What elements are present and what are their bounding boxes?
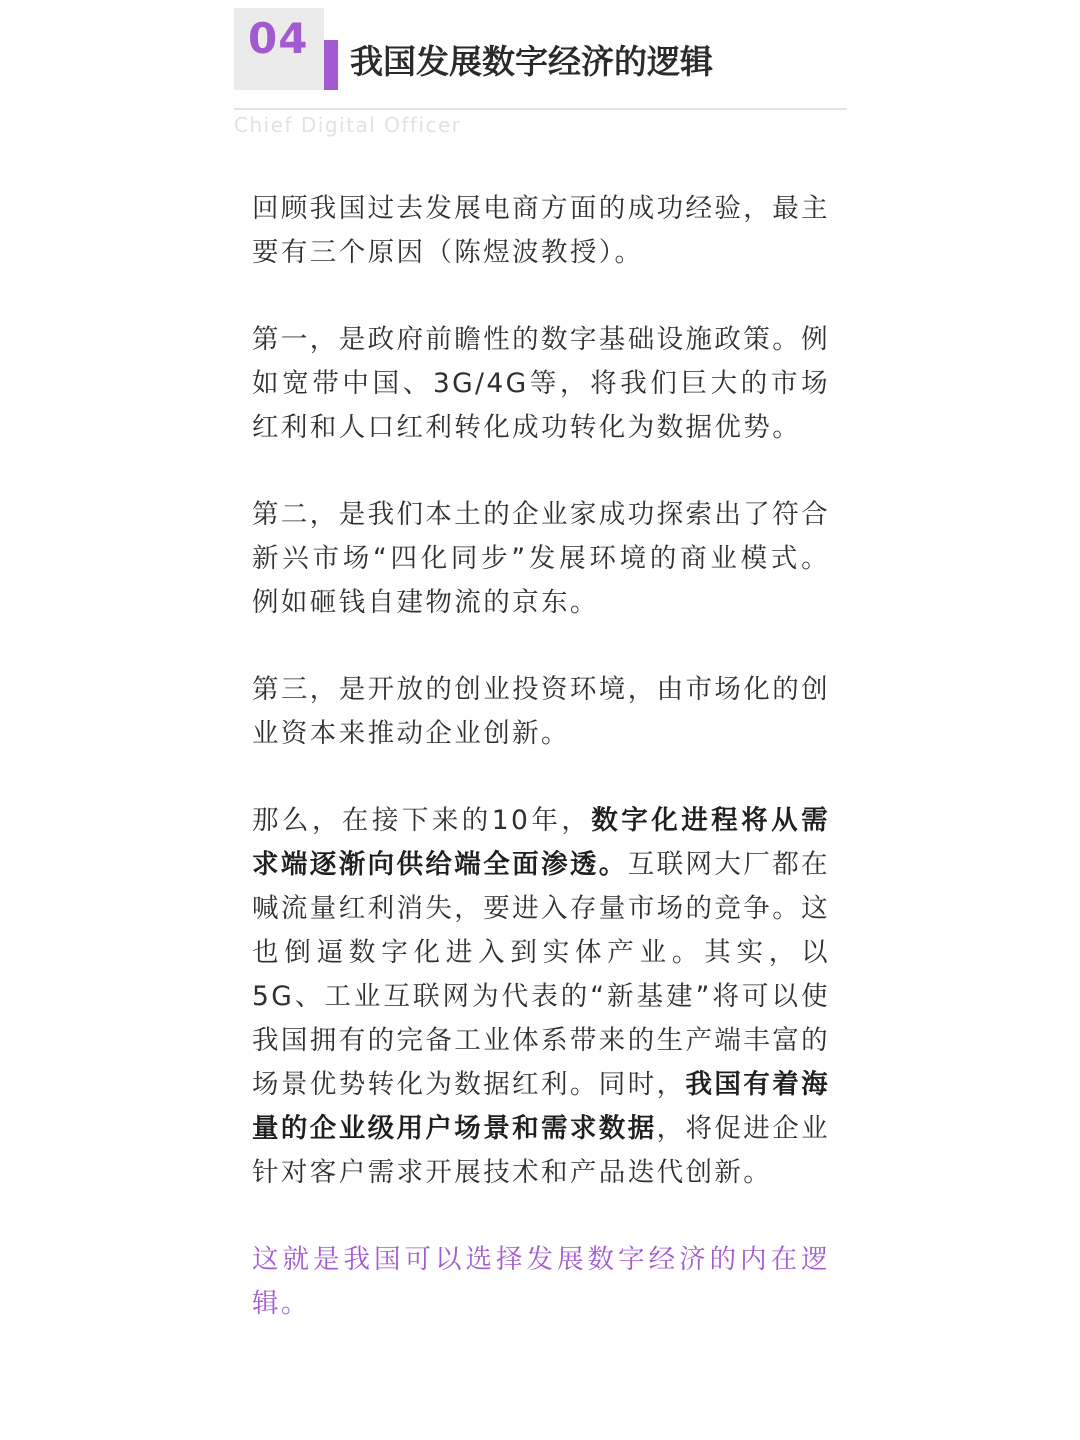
section-title: 我国发展数字经济的逻辑 xyxy=(350,42,713,81)
section-number-box xyxy=(234,8,324,90)
paragraph-first-reason: 第一，是政府前瞻性的数字基础设施政策。例如宽带中国、3G/4G等，将我们巨大的市场红利和人口红利转化成功转化为数据优势。 xyxy=(252,324,830,443)
section-number: 04 xyxy=(248,14,309,63)
outlook-text-3: ，将促进企业针对客户需求开展技术和产品迭代创新。 xyxy=(252,1113,831,1188)
watermark-subtitle: Chief Digital Officer xyxy=(234,113,462,137)
paragraph-conclusion: 这就是我国可以选择发展数字经济的内在逻辑。 xyxy=(252,1244,830,1319)
paragraph-intro: 回顾我国过去发展电商方面的成功经验，最主要有三个原因（陈煜波教授）。 xyxy=(252,193,830,268)
paragraph-second-reason: 第二，是我们本土的企业家成功探索出了符合新兴市场“四化同步”发展环境的商业模式。例如砸钱自建物流的京东。 xyxy=(252,499,830,618)
paragraph-third-reason: 第三，是开放的创业投资环境，由市场化的创业资本来推动企业创新。 xyxy=(252,674,830,749)
outlook-bold-2: 我国有着海量的企业级用户场景和需求数据 xyxy=(252,1069,830,1144)
section-header xyxy=(234,8,847,110)
outlook-bold-1: 数字化进程将从需求端逐渐向供给端全面渗透。 xyxy=(252,805,830,880)
outlook-text-1: 那么，在接下来的10年， xyxy=(252,805,592,836)
paragraph-outlook xyxy=(252,799,830,1195)
accent-bar xyxy=(324,40,338,90)
outlook-text-2: 互联网大厂都在喊流量红利消失，要进入存量市场的竞争。这也倒逼数字化进入到实体产业。其实，以5G、工业互联网为代表的“新基建”将可以使我国拥有的完备工业体系带来的生产端丰富的场景优势转化为数据红利。同时， xyxy=(252,849,831,1100)
article-body xyxy=(252,187,830,1369)
